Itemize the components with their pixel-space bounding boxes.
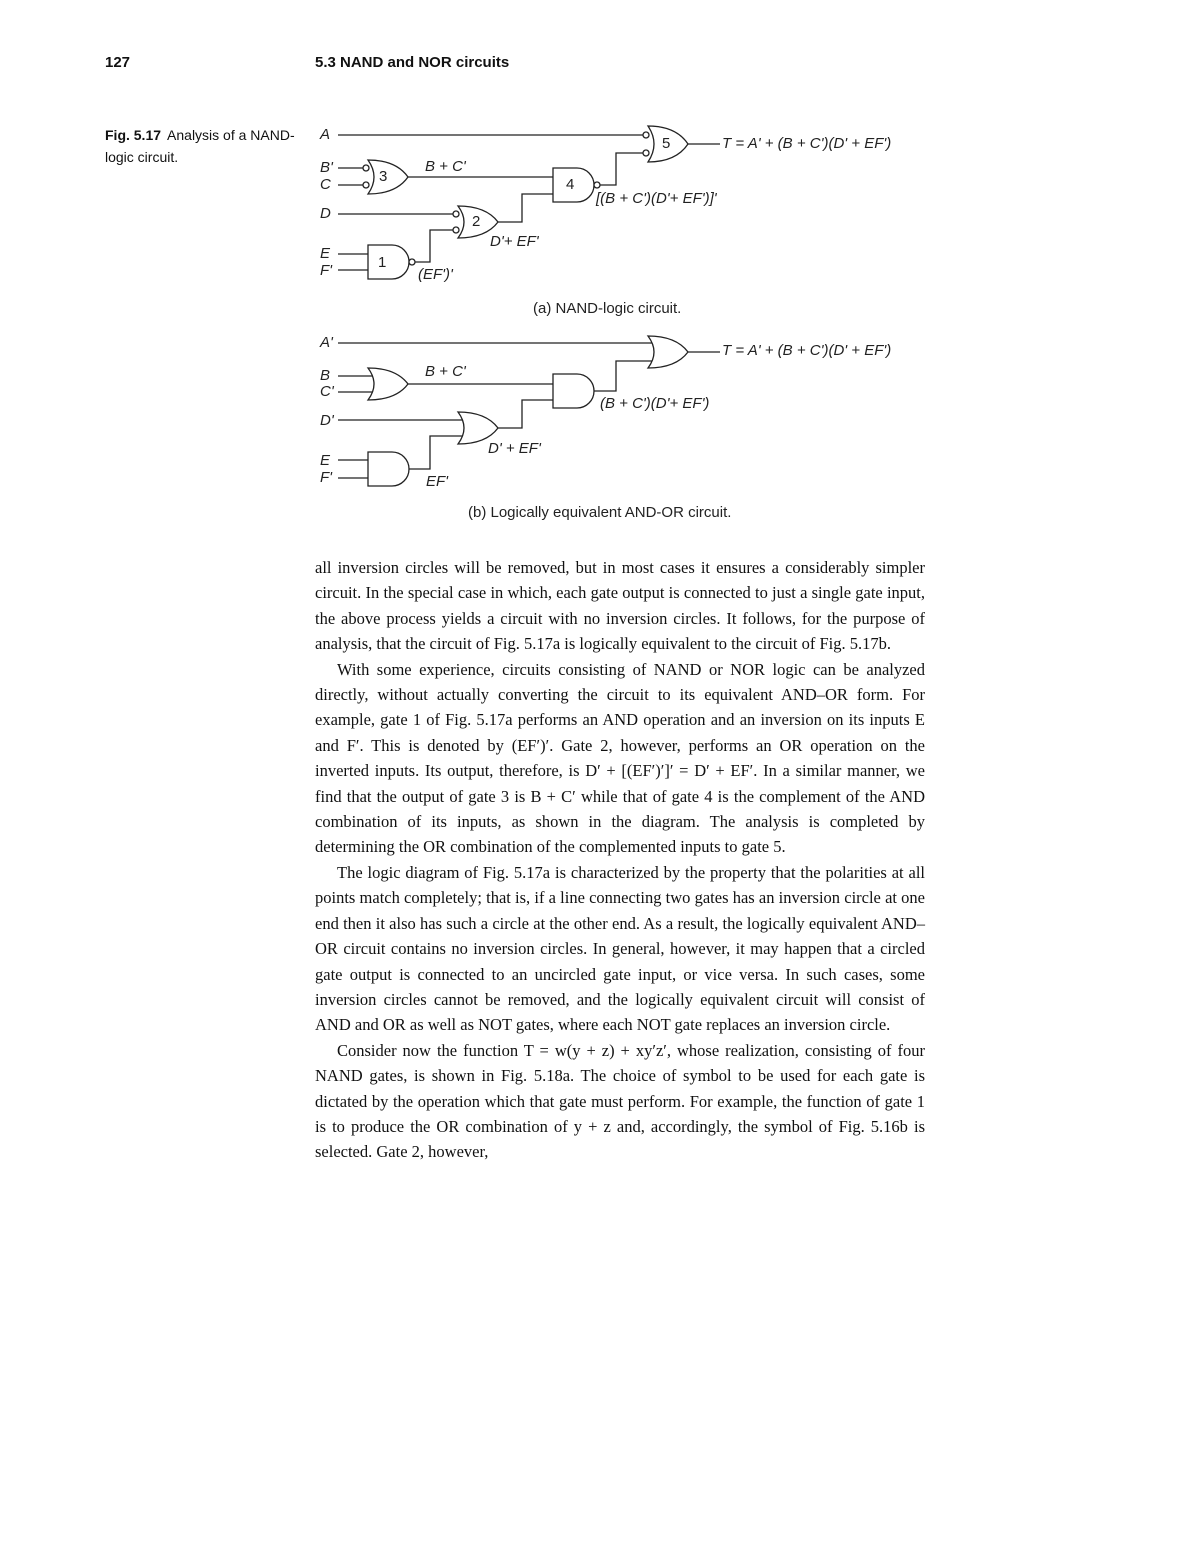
gate-1	[368, 245, 409, 279]
input-e-b: E	[320, 452, 331, 469]
gate-3	[368, 160, 408, 194]
label-or-d: D' + EF'	[488, 440, 541, 457]
and-gate-ef	[368, 452, 409, 486]
figure-caption-text: Analysis of a NAND-logic circuit.	[105, 127, 295, 165]
input-b-prime: B'	[320, 159, 333, 176]
paragraph: Consider now the function T = w(y + z) + xy′z′, whose realization, consisting of four NAND gates, is shown in Fig. 5.18a. The choice of symbol to be used for each gate is dictated by the operation which that gate must perform. For example, the function of gate 1 is to produce the OR combination of y + z and, accordingly, the symbol of Fig. 5.16b is selected. Gate 2, however,	[315, 1040, 925, 1162]
circuit-diagrams	[300, 118, 940, 538]
label-gate1-out: (EF')'	[418, 266, 453, 283]
paragraph: With some experience, circuits consisting of NAND or NOR logic can be analyzed directly, without actually converting the circuit to its equivalent AND–OR form. For example, gate 1 of Fig. 5.17a performs an AND operation and an inversion on its inputs E and F′. This is denoted by (EF′)′. Gate 2, however, performs an OR operation on the inverted inputs. Its output, therefore, is D′ + [(EF′)′]′ = D′ + EF′. In a similar manner, we find that the output of gate 3 is B + C′ while that of gate 4 is the complement of the AND combination of its inputs, as shown in the diagram. The analysis is completed by determining the OR combination of the complemented inputs to gate 5.	[315, 659, 925, 857]
caption-part-a: (a) NAND-logic circuit.	[533, 300, 682, 317]
body-text	[315, 555, 925, 1165]
label-gate4-out: [(B + C')(D'+ EF')]'	[596, 190, 717, 207]
label-or-bc: B + C'	[425, 363, 466, 380]
figure-5-17	[300, 118, 940, 538]
input-c-prime: C'	[320, 383, 334, 400]
paragraph: The logic diagram of Fig. 5.17a is characterized by the property that the polarities at all points match completely; that is, if a line connecting two gates has an inversion circle at one end then it also has such a circle at the other end. As a result, the logically equivalent AND–OR circuit contains no inversion circles. In general, however, it may happen that a circled gate output is connected to an uncircled gate input, or vice versa. In such cases, some inversion circles cannot be removed, and the logically equivalent circuit will consist of AND and OR as well as NOT gates, where each NOT gate replaces an inversion circle.	[315, 862, 925, 1035]
figure-label: Fig. 5.17	[105, 127, 162, 143]
section-title: 5.3 NAND and NOR circuits	[315, 54, 510, 71]
label-gate3-out: B + C'	[425, 158, 466, 175]
and-gate-mid	[553, 374, 594, 408]
label-gate2-out: D'+ EF'	[490, 233, 539, 250]
gate-number-5: 5	[662, 135, 671, 152]
input-b: B	[320, 367, 331, 384]
page-number: 127	[105, 54, 131, 71]
input-e: E	[320, 245, 331, 262]
label-and-out: (B + C')(D'+ EF')	[600, 395, 710, 412]
gate-number-4: 4	[566, 176, 575, 193]
caption-part-b: (b) Logically equivalent AND-OR circuit.	[468, 504, 732, 521]
running-head	[105, 54, 925, 78]
input-f-prime-b: F'	[320, 469, 333, 486]
or-gate-out	[648, 336, 688, 368]
input-d: D	[320, 205, 331, 222]
gate-number-2: 2	[472, 213, 481, 230]
figure-caption	[105, 124, 295, 168]
input-a-prime: A'	[320, 334, 333, 351]
label-output-a: T = A' + (B + C')(D' + EF')	[722, 135, 892, 152]
input-a: A	[320, 126, 331, 143]
or-gate-bc	[368, 368, 408, 400]
paragraph: all inversion circles will be removed, but in most cases it ensures a considerably simpler circuit. In the special case in which, each gate output is connected to just a single gate input, the above process yields a circuit with no inversion circles. It follows, for the purpose of analysis, that the circuit of Fig. 5.17a is logically equivalent to the circuit of Fig. 5.17b.	[315, 558, 925, 654]
input-f-prime: F'	[320, 262, 333, 279]
input-c: C	[320, 176, 331, 193]
label-output-b: T = A' + (B + C')(D' + EF')	[722, 342, 892, 359]
gate-number-1: 1	[378, 254, 387, 271]
label-and-ef: EF'	[426, 473, 449, 490]
input-d-prime: D'	[320, 412, 334, 429]
gate-number-3: 3	[379, 168, 388, 185]
